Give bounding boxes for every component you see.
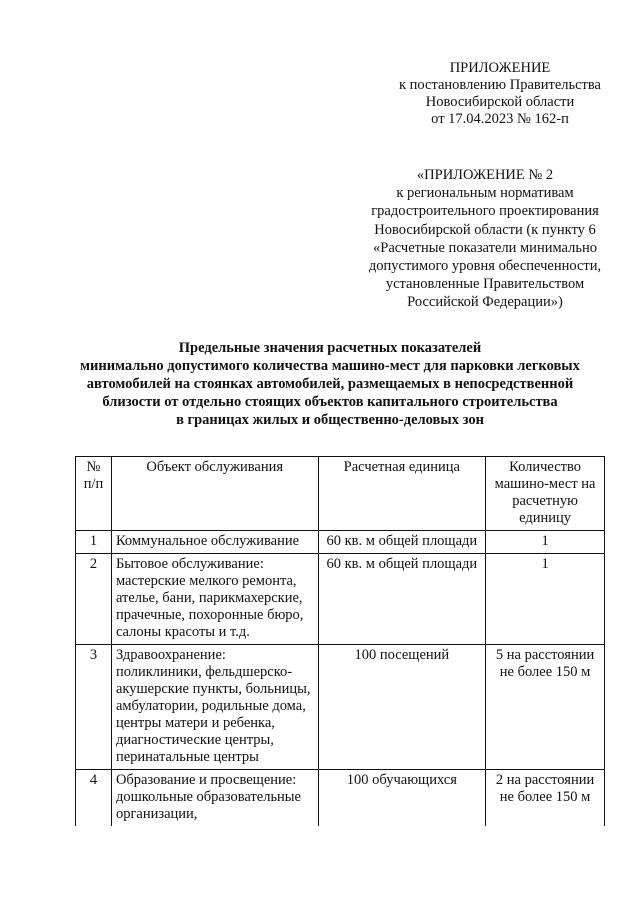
- row-object: Здравоохранение: поликлиники, фельдшерско-акушерские пункты, больницы, амбулатории, родильные дома, центры матери и ребенка, диагностические центры, перинатальные центры: [111, 645, 318, 770]
- appendix-line: от 17.04.2023 № 162-п: [431, 111, 569, 127]
- row-unit: 100 посещений: [318, 645, 486, 770]
- row-quantity: 2 на расстоянии не более 150 м: [486, 770, 605, 827]
- table-row: [76, 770, 605, 827]
- row-number: 3: [76, 645, 112, 770]
- header-number: № п/п: [76, 457, 112, 531]
- parking-norms-table: [75, 456, 605, 826]
- row-object: Образование и просвещение: дошкольные образовательные организации,: [111, 770, 318, 827]
- appendix2-line: «ПРИЛОЖЕНИЕ № 2: [416, 167, 554, 183]
- appendix2-line: «Расчетные показатели минимально: [373, 239, 597, 256]
- appendix-line: к постановлению Правительства: [399, 77, 601, 93]
- table-row: [76, 645, 605, 770]
- appendix2-line: градостроительного проектирования: [371, 203, 599, 220]
- appendix2-line: к региональным нормативам: [396, 185, 574, 202]
- title-line: в границах жилых и общественно-деловых зон: [176, 412, 484, 428]
- appendix2-line: Новосибирской области (к пункту 6: [374, 221, 596, 238]
- table-row: [76, 554, 605, 645]
- row-unit: 100 обучающихся: [318, 770, 486, 827]
- appendix-line: Новосибирской области: [425, 94, 575, 110]
- row-number: 4: [76, 770, 112, 827]
- header-quantity: Количество машино-мест на расчетную единицу: [486, 457, 605, 531]
- appendix-2-header: [350, 166, 620, 312]
- appendix-line: ПРИЛОЖЕНИЕ: [449, 60, 551, 76]
- row-quantity: 5 на расстоянии не более 150 м: [486, 645, 605, 770]
- appendix2-line: Российской Федерации»): [407, 294, 563, 311]
- title-line: близости от отдельно стоящих объектов капитального строительства: [102, 394, 558, 410]
- row-number: 2: [76, 554, 112, 645]
- appendix-header: [370, 60, 630, 128]
- title-line: минимально допустимого количества машино-мест для парковки легковых: [80, 358, 580, 374]
- document-title: [50, 339, 610, 429]
- row-unit: 60 кв. м общей площади: [318, 554, 486, 645]
- header-object: Объект обслуживания: [111, 457, 318, 531]
- table-row: [76, 531, 605, 554]
- row-number: 1: [76, 531, 112, 554]
- table-header-row: [76, 457, 605, 531]
- row-object: Коммунальное обслуживание: [111, 531, 318, 554]
- title-line: Предельные значения расчетных показателей: [178, 340, 482, 356]
- title-line: автомобилей на стоянках автомобилей, размещаемых в непосредственной: [86, 376, 574, 392]
- row-quantity: 1: [486, 531, 605, 554]
- appendix2-line: допустимого уровня обеспеченности,: [368, 258, 602, 275]
- row-object: Бытовое обслуживание: мастерские мелкого ремонта, ателье, бани, парикмахерские, прачечные, похоронные бюро, салоны красоты и т.д.: [111, 554, 318, 645]
- header-unit: Расчетная единица: [318, 457, 486, 531]
- appendix2-line: установленные Правительством: [385, 276, 585, 293]
- row-unit: 60 кв. м общей площади: [318, 531, 486, 554]
- row-quantity: 1: [486, 554, 605, 645]
